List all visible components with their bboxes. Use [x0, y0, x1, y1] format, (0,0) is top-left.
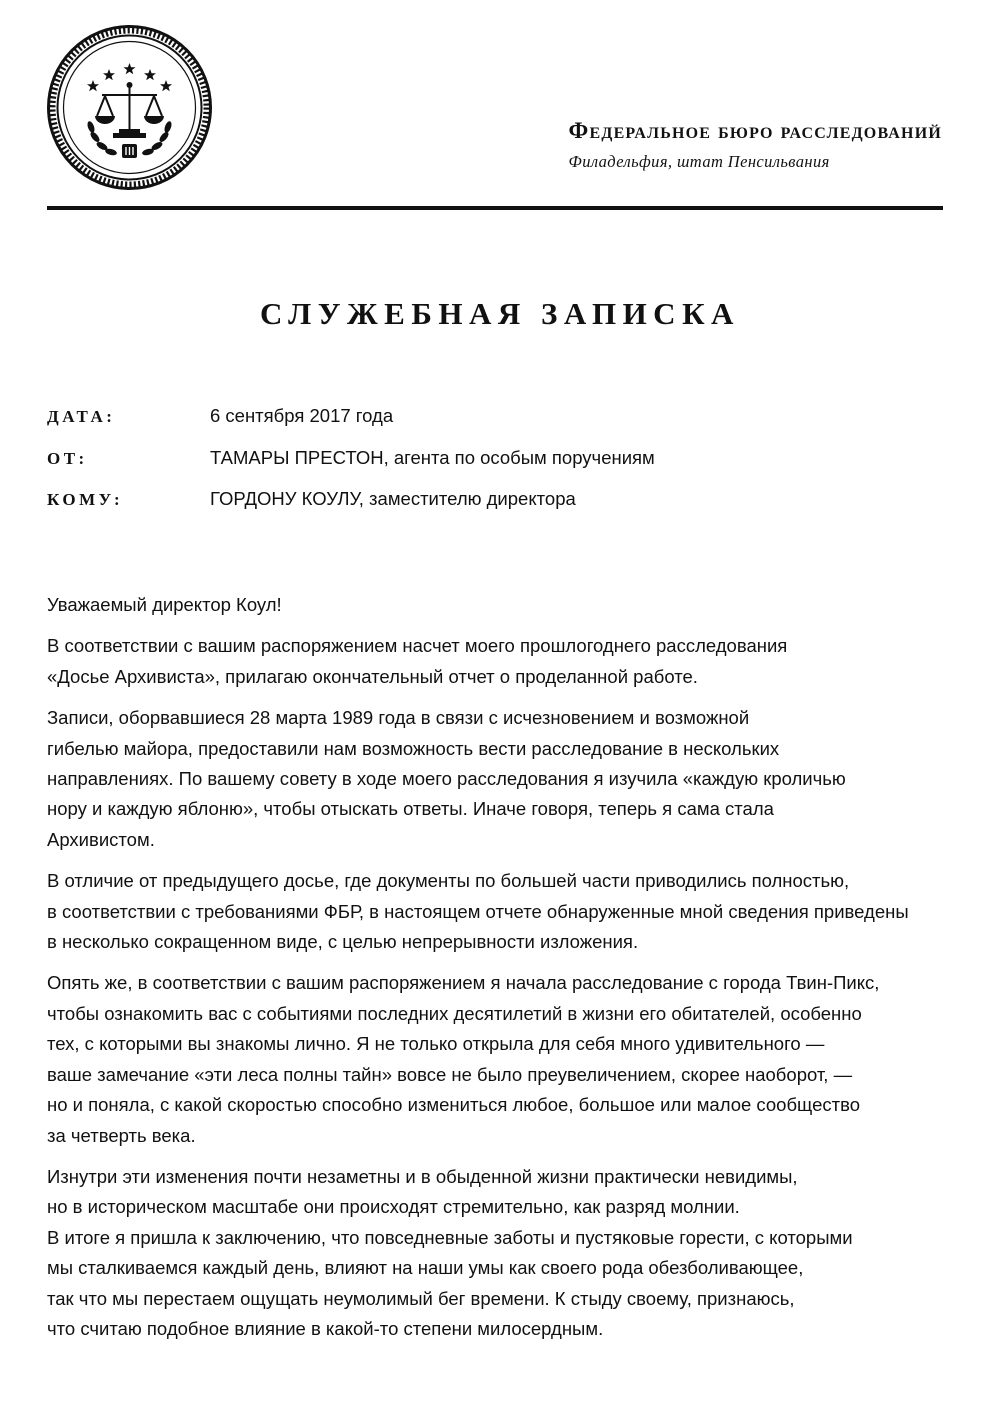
body-line: чтобы ознакомить вас с событиями последних десятилетий в жизни его обитателей, особенно — [47, 1002, 862, 1024]
body-line: гибелью майора, предоставили нам возможность вести расследование в нескольких — [47, 737, 780, 759]
header-divider — [47, 206, 943, 210]
body-line: мы сталкиваемся каждый день, влияют на наши умы как своего рода обезболивающее, — [47, 1257, 804, 1279]
scales-of-justice-seal-icon — [47, 25, 212, 190]
body-line: «Досье Архивиста», прилагаю окончательный отчет о проделанной работе. — [47, 665, 698, 687]
body-line: Опять же, в соответствии с вашим распоряжением я начала расследование с города Твин-Пикс, — [47, 972, 880, 994]
meta-row-to — [47, 488, 947, 516]
body-line: В соответствии с вашим распоряжением насчет моего прошлогоднего расследования — [47, 635, 788, 657]
body-line: тех, с которыми вы знакомы лично. Я не только открыла для себя много удивительного — — [47, 1033, 825, 1055]
meta-value: ГОРДОНУ КОУЛУ, заместителю директора — [210, 488, 576, 509]
body-paragraph — [47, 590, 967, 620]
letterhead — [569, 118, 942, 172]
body-line: но и поняла, с какой скоростью способно измениться любое, большое или малое сообщество — [47, 1094, 860, 1116]
body-paragraph — [47, 1162, 967, 1344]
body-paragraph — [47, 631, 967, 692]
body-line: так что мы перестаем ощущать неумолимый бег времени. К стыду своему, признаюсь, — [47, 1287, 795, 1309]
meta-label: КОМУ: — [47, 490, 124, 509]
body-line: за четверть века. — [47, 1124, 196, 1146]
organization-city: Филадельфия, штат Пенсильвания — [568, 152, 830, 171]
body-line: но в историческом масштабе они происходят стремительно, как разряд молнии. — [47, 1196, 740, 1218]
body-paragraph — [47, 703, 967, 855]
meta-value: ТАМАРЫ ПРЕСТОН, агента по особым поручениям — [210, 447, 655, 468]
organization-name: Федеральное бюро расследований — [568, 118, 942, 143]
body-paragraph — [47, 968, 967, 1150]
body-line: Уважаемый директор Коул! — [47, 594, 282, 615]
body-line: в несколько сокращенном виде, с целью непрерывности изложения. — [47, 931, 639, 953]
meta-value: 6 сентября 2017 года — [210, 405, 394, 426]
document-title: СЛУЖЕБНАЯ ЗАПИСКА — [260, 296, 740, 331]
body-line: ваше замечание «эти леса полны тайн» вовсе не было преувеличением, скорее наоборот, — — [47, 1063, 853, 1085]
meta-row-from — [47, 447, 947, 475]
body-line: нору и каждую яблоню», чтобы отыскать ответы. Иначе говоря, теперь я сама стала — [47, 798, 774, 820]
body-line: в соответствии с требованиями ФБР, в настоящем отчете обнаруженные мной сведения приведены — [47, 900, 909, 922]
body-paragraph — [47, 866, 967, 957]
meta-row-date — [47, 405, 947, 433]
body-line: направлениях. По вашему совету в ходе моего расследования я изучила «каждую кроличью — [47, 768, 846, 790]
body-line: что считаю подобное влияние в какой-то степени милосердным. — [47, 1317, 604, 1339]
body-line: В итоге я пришла к заключению, что повседневные заботы и пустяковые горести, с которыми — [47, 1226, 853, 1248]
body-line: Архивистом. — [47, 828, 155, 850]
meta-label: ДАТА: — [47, 407, 116, 426]
memo-body — [47, 590, 967, 1355]
body-line: Записи, оборвавшиеся 28 марта 1989 года в связи с исчезновением и возможной — [47, 707, 750, 729]
body-line: Изнутри эти изменения почти незаметны и в обыденной жизни практически невидимы, — [47, 1165, 798, 1187]
meta-label: ОТ: — [47, 449, 88, 468]
body-line: В отличие от предыдущего досье, где документы по большей части приводились полностью, — [47, 870, 850, 892]
